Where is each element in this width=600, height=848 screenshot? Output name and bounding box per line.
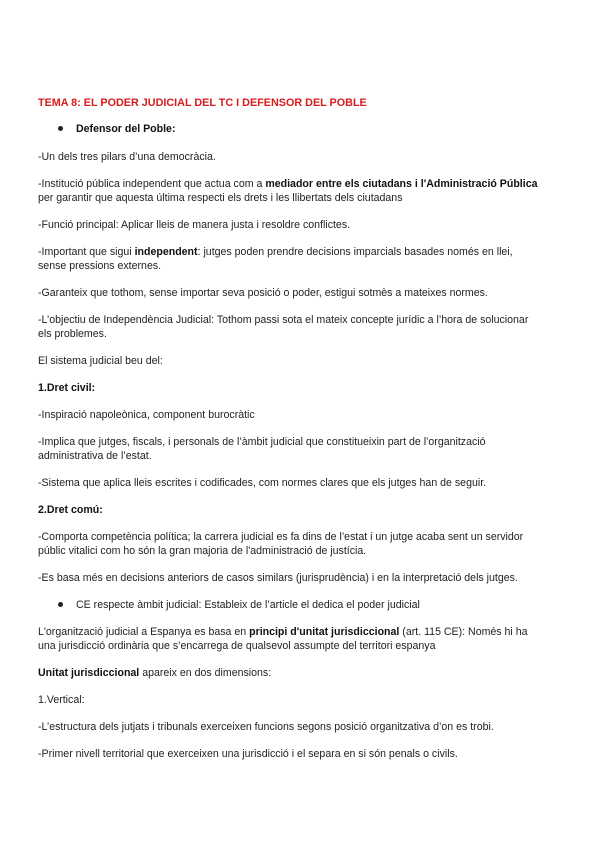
paragraph-continuation: per garantir que aquesta última respecti els drets i les llibertats dels ciutadans: [38, 192, 403, 204]
bullet-icon: [58, 126, 63, 131]
ce-bullet: CE respecte àmbit judicial: Estableix de l’article el dedica el poder judicial: [76, 599, 420, 611]
bold-text: independent: [134, 246, 198, 258]
paragraph: -Comporta competència política; la carrera judicial es fa dins de l’estat i un jutge acaba sent un servidor: [38, 531, 524, 543]
paragraph: El sistema judicial beu del:: [38, 355, 163, 367]
paragraph-continuation: públic vitalici com ho són la gran majoria de l'administració de justícia.: [38, 545, 367, 557]
paragraph: [38, 625, 560, 639]
paragraph: [38, 177, 560, 191]
bullet-icon: [58, 602, 63, 607]
paragraph: -Funció principal: Aplicar lleis de manera justa i resoldre conflictes.: [38, 219, 351, 231]
text-run: (art. 115 CE): Només hi ha: [399, 626, 528, 638]
dret-comu-heading: 2.Dret comú:: [38, 504, 103, 516]
paragraph: -Inspiració napoleònica, component burocràtic: [38, 409, 255, 421]
paragraph-continuation: els problemes.: [38, 328, 107, 340]
paragraph: -Implica que jutges, fiscals, i personals de l’àmbit judicial que constitueixin part de l’organització: [38, 436, 486, 448]
paragraph: [38, 245, 560, 259]
text-run: -Institució pública independent que actua com a: [38, 178, 266, 190]
bold-text: Unitat jurisdiccional: [38, 667, 140, 679]
paragraph-continuation: sense pressions externes.: [38, 260, 162, 272]
text-run: L'organització judicial a Espanya es basa en: [38, 626, 250, 638]
bold-text: mediador entre els ciutadans i l'Administració Pública: [265, 178, 538, 190]
text-run: apareix en dos dimensions:: [139, 667, 272, 679]
paragraph: -Sistema que aplica lleis escrites i codificades, com normes clares que els jutges han de seguir.: [38, 477, 487, 489]
paragraph: [38, 666, 560, 680]
document-title: TEMA 8: EL PODER JUDICIAL DEL TC I DEFENSOR DEL POBLE: [38, 97, 367, 109]
paragraph: -Primer nivell territorial que exerceixen una jurisdicció i el separa en si són penals o civils.: [38, 748, 458, 760]
text-run: -Important que sigui: [38, 246, 135, 258]
paragraph-continuation: una jurisdicció ordinària que s’encarrega de qualsevol assumpte del territori espanya: [38, 640, 436, 652]
paragraph: 1.Vertical:: [38, 694, 85, 706]
bold-text: principi d'unitat jurisdiccional: [249, 626, 400, 638]
paragraph: -Garanteix que tothom, sense importar seva posició o poder, estigui sotmès a mateixes normes.: [38, 287, 488, 299]
paragraph: -Es basa més en decisions anteriors de casos similars (jurisprudència) i en la interpretació dels jutges.: [38, 572, 518, 584]
paragraph-continuation: administrativa de l’estat.: [38, 450, 152, 462]
text-run: : jutges poden prendre decisions imparcials basades només en llei,: [197, 246, 513, 258]
paragraph: -L’objectiu de Independència Judicial: Tothom passi sota el mateix concepte jurídic a l’hora de solucionar: [38, 314, 529, 326]
dret-civil-heading: 1.Dret civil:: [38, 382, 96, 394]
paragraph: -Un dels tres pilars d’una democràcia.: [38, 151, 216, 163]
defensor-heading: Defensor del Poble:: [76, 123, 176, 135]
paragraph: -L’estructura dels jutjats i tribunals exerceixen funcions segons posició organitzativa d’on es trobi.: [38, 721, 494, 733]
